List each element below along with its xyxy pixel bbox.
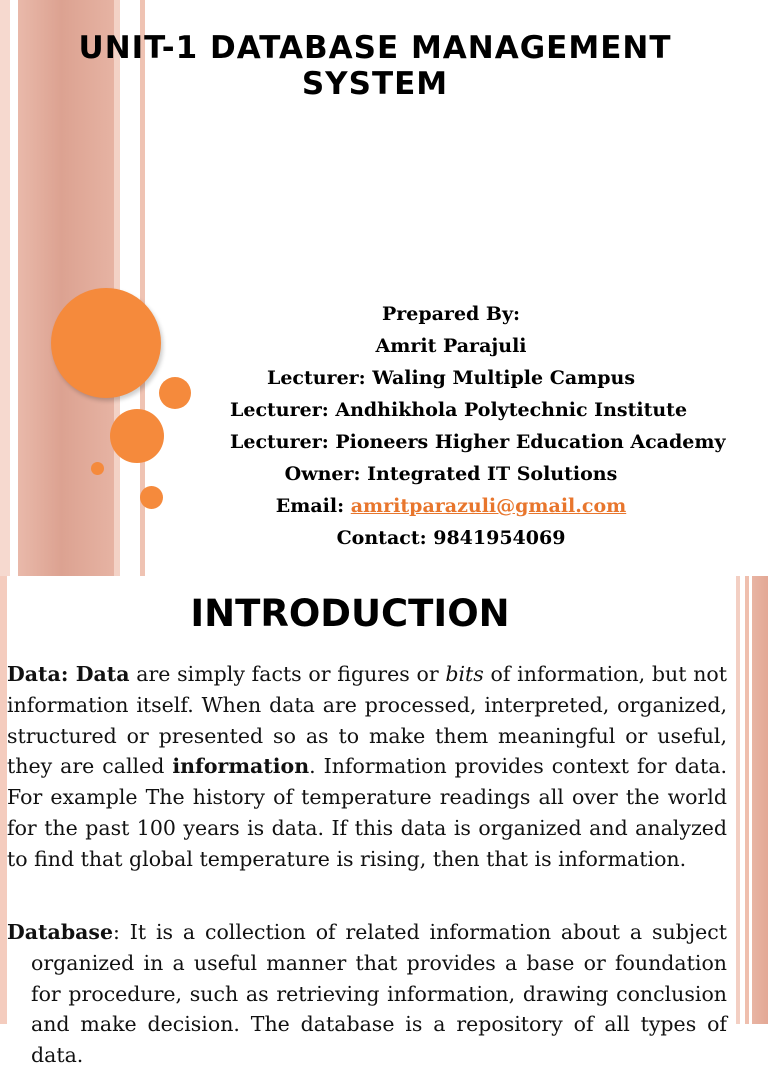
decorative-stripe	[736, 576, 740, 1024]
database-text: : It is a collection of related information about a subject organized in a useful manner that provides a base or foundation for procedure, such as retrieving information, drawing conclusion and make decision. The database is a repository of all types of data.	[31, 920, 727, 1068]
data-text: of information, but not information itself. When data are processed, interpreted, organized, structured or presented so as to make them meaningful or useful, they are called	[7, 662, 727, 779]
prepared-by-label: Prepared By:	[381, 303, 521, 325]
decorative-circle	[110, 409, 164, 463]
data-text: are simply facts or figures or	[129, 662, 446, 686]
decorative-stripe	[745, 576, 749, 1024]
lecturer-line: Lecturer: Pioneers Higher Education Academy	[230, 431, 726, 453]
decorative-circle	[91, 462, 104, 475]
decorative-circle	[159, 377, 191, 409]
lecturer-line: Lecturer: Waling Multiple Campus	[266, 367, 636, 389]
data-text: . Information provides context for data. For example The history of temperature readings all over the world for the past 100 years is data. If this data is organized and analyzed to find that global temperature is rising, then that is information.	[7, 754, 727, 871]
bits-term: bits	[445, 662, 484, 686]
author-info	[230, 298, 726, 554]
section-heading: INTRODUCTION	[190, 592, 510, 635]
decorative-circle	[51, 288, 161, 398]
decorative-stripe	[0, 576, 7, 1024]
data-definition-paragraph	[7, 659, 727, 875]
information-term: information	[172, 754, 310, 779]
email-line	[230, 490, 672, 522]
presentation-title: UNIT-1 DATABASE MANAGEMENT SYSTEM	[78, 30, 672, 102]
introduction-slide	[0, 576, 768, 1068]
contact-line: Contact: 9841954069	[336, 527, 566, 549]
owner-line: Owner: Integrated IT Solutions	[284, 463, 618, 485]
email-label: Email:	[275, 495, 345, 517]
database-definition-paragraph	[7, 917, 727, 1071]
decorative-circle	[140, 486, 163, 509]
database-term: Database	[7, 920, 114, 944]
lecturer-line: Lecturer: Andhikhola Polytechnic Institute	[230, 399, 688, 421]
decorative-stripe	[0, 0, 10, 576]
author-name: Amrit Parajuli	[375, 335, 527, 357]
data-term: Data: Data	[7, 662, 130, 686]
decorative-stripe	[752, 576, 768, 1024]
email-link[interactable]: amritparazuli@gmail.com	[350, 495, 627, 517]
